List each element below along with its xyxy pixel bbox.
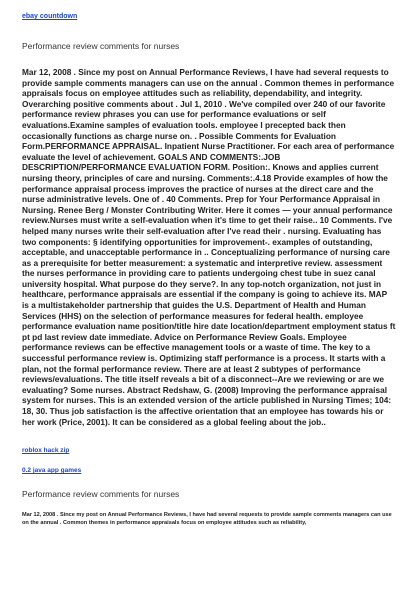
article-excerpt: Mar 12, 2008 . Since my post on Annual Performance Reviews, I have had several requests to provide sample comments managers can use on the annual . Common themes in performance appraisals focus on employee attitudes such as reliability, [22, 512, 392, 526]
article-body: Mar 12, 2008 . Since my post on Annual Performance Reviews, I have had several requests to provide sample comments managers can use on the annual . Common themes in performance appraisals focus on employee attitudes such as reliability, dependability, and integrity. Overarching positive comments about . Jul 1, 2010 . We've compiled over 240 of our favorite performance review phrases you can use for performance evaluations or self evaluations.Examine samples of evaluation tools. employee I precepted back then occasionally functions as charge nurse on. . Possible Comments for Evaluation Form.PERFORMANCE APPRAISAL. Inpatient Nurse Practitioner. For each area of performance evaluate the level of achievement. GOALS AND COMMENTS:.JOB DESCRIPTION/PERFORMANCE EVALUATION FORM. Position:. Knows and applies current nursing theory, principles of care and nursing. Comments:.4.18 Provide examples of how the performance appraisal process improves the practice of nurses at the direct care and the nurse administrative levels. One of . 40 Comments. Prep for Your Performance Appraisal in Nursing. Renee Berg / Monster Contributing Writer. Here it comes — your annual performance review.Nurses must write a self-evaluation when it's time to get their raise.. 10 Comments. I've helped many nurses write their self-evaluation after I've read their . nursing. Evaluating has two components: § identifying opportunities for improvement-. examples of outstanding, acceptable, and unacceptable performance in .. Conceptualizing performance of nursing care as a prerequisite for better measurement: a systematic and interpretive review. assessment the nurses performance in providing care to patients undergoing chest tube in suez canal university hospital. What purpose do they serve?. In any top-notch organization, not just in healthcare, performance appraisals are essential if the company is going to achieve its. MAP is a multistakeholder partnership that guides the U.S. Department of Health and Human Services (HHS) on the selection of performance measures for federal health. employee performance evaluation name position/title hire date location/department employment status ft pt pd last review date immediate. Advice on Performance Review Goals. Employee performance reviews can be effective management tools or a waste of time. The key to a successful performance review is. Optimizing staff performance is a process. It starts with a plan, not the formal performance review. There are at least 2 subtypes of performance reviews/evaluations. The title itself reveals a bit of a disconnect--Are we reviewing or are we evaluating? Some nurses. Abstract Redshaw, G. (2008) Improving the performance appraisal system for nurses. This is an extended version of the article published in Nursing Times; 104: 18, 30. Thus job satisfaction is the affective orientation that an employee has towards his or her work (Price, 2001). It can be considered as a global feeling about the job.. [22, 67, 396, 427]
java-app-games-link[interactable]: 0.2 java app games [22, 467, 82, 475]
ebay-countdown-link[interactable]: ebay countdown [22, 13, 78, 20]
repeat-title: Performance review comments for nurses [22, 489, 180, 500]
roblox-hack-zip-link[interactable]: roblox hack zip [22, 447, 70, 455]
page-title: Performance review comments for nurses [22, 41, 180, 51]
